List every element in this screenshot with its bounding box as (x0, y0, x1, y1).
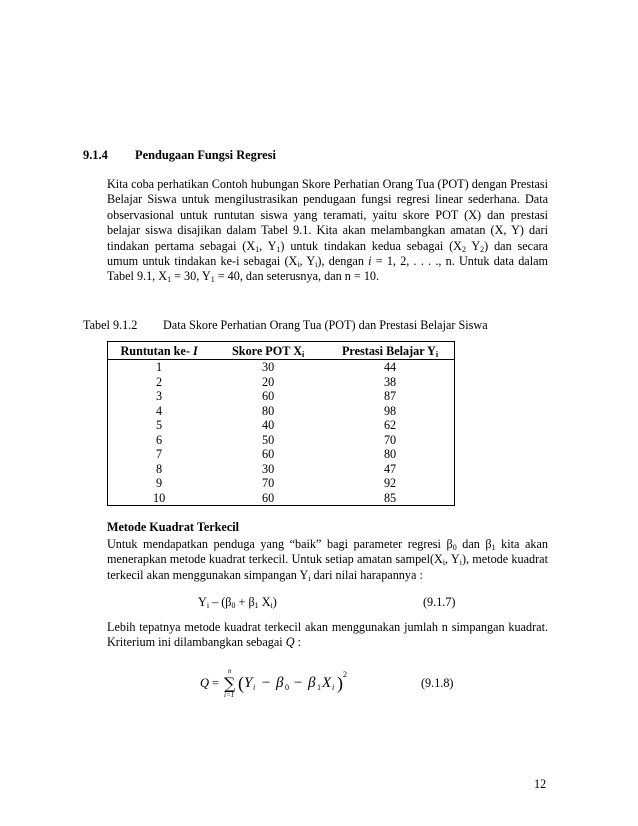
eq-term: + β (235, 595, 255, 609)
equation-9-1-8 (200, 668, 380, 700)
intro-text: , Y (259, 238, 277, 253)
cell-runtutan: 8 (156, 461, 163, 476)
table-caption-title: Data Skore Perhatian Orang Tua (POT) dan Prestasi Belajar Siswa (163, 318, 488, 332)
method-text: , Y (445, 552, 460, 567)
intro-text: = 30, Y (171, 269, 211, 284)
eq-lhs: Q (200, 676, 210, 690)
subscript: i (206, 601, 210, 610)
table-row (108, 418, 455, 433)
criterion-text: Lebih tepatnya metode kuadrat terkecil akan menggunakan jumlah n simpangan kuadrat. Kriterium ini dilambangkan sebagai (107, 620, 548, 650)
intro-text: , Y (299, 254, 316, 269)
eq-beta1: β (308, 675, 316, 691)
method-text: dan β (456, 537, 492, 551)
sum-lower-limit: i=1 (224, 691, 235, 699)
cell-runtutan: 3 (156, 389, 163, 403)
method-text: kita akan menerapkan metode kuadrat terkecil. Untuk setiap amatan sampel(X (107, 537, 548, 567)
cell-runtutan: 4 (156, 403, 163, 418)
eq-beta1-sub: 1 (317, 683, 321, 692)
subscript: i (315, 260, 318, 270)
subscript: i (302, 350, 305, 359)
cell-prestasi: 87 (383, 389, 397, 403)
eq-y: Y (244, 675, 253, 691)
cell-skore: 30 (262, 461, 275, 476)
intro-text: ), dengan (317, 254, 369, 269)
eq-term: X (258, 595, 271, 609)
cell-runtutan: 9 (156, 476, 163, 490)
cell-prestasi: 44 (383, 360, 397, 374)
eq-y-sub: i (253, 683, 256, 692)
cell-skore: 60 (262, 490, 275, 505)
subscript: 1 (491, 543, 496, 552)
cell-prestasi: 85 (383, 490, 397, 505)
subscript: i (442, 558, 446, 568)
eq-term: – (β (209, 595, 232, 609)
criterion-text: : (294, 635, 301, 650)
method-paragraph (107, 537, 548, 583)
method-text: dari nilai harapannya : (310, 567, 423, 582)
cell-prestasi: 38 (383, 374, 397, 389)
table-caption-label: Tabel 9.1.2 (83, 318, 138, 332)
right-paren: ) (337, 673, 343, 693)
page-number: 12 (534, 777, 547, 791)
eq-minus: − (294, 675, 303, 691)
subscript: 1 (254, 601, 259, 610)
table-row (108, 491, 455, 506)
header-italic: I (192, 344, 198, 358)
subscript: i (435, 350, 439, 359)
table-row (108, 447, 455, 462)
subscript: 0 (452, 543, 457, 552)
subscript: i (459, 558, 462, 568)
sum-upper-limit: n (228, 668, 232, 675)
eq-minus: − (262, 675, 271, 691)
table-row (108, 433, 455, 448)
intro-text: = 40, dan seterusnya, dan n = 10. (214, 269, 380, 284)
eq-term: Y (198, 595, 207, 609)
cell-runtutan: 1 (156, 360, 163, 374)
cell-skore: 70 (262, 476, 275, 490)
method-text: Untuk mendapatkan penduga yang “baik” bagi parameter regresi β (107, 537, 453, 551)
subscript: i (297, 260, 300, 270)
section-title: Pendugaan Fungsi Regresi (135, 148, 276, 162)
cell-skore: 80 (262, 403, 275, 418)
cell-runtutan: 2 (156, 374, 163, 389)
cell-runtutan: 5 (156, 418, 163, 432)
eq-x: X (322, 675, 332, 691)
italic-variable: Q (285, 635, 295, 650)
cell-runtutan: 6 (156, 432, 163, 447)
eq-equals: = (212, 676, 220, 690)
table-row (108, 389, 455, 404)
data-table (107, 341, 455, 506)
equation-body (198, 595, 277, 610)
header-text: Skore POT X (232, 344, 302, 358)
subscript: 1 (255, 244, 260, 254)
intro-text: Kita coba perhatikan Contoh hubungan Skore Perhatian Orang Tua (POT) dengan Prestasi Belajar Siswa untuk mengilustrasikan pendugaan fungsi regresi linear sederhana. Data observasional untuk runtutan siswa yang teramati, yaitu skore POT (X) dan prestasi belajar siswa disajikan dalam Tabel 9.1. Kita akan melambangkan amatan (X, Y) dari tindakan pertama sebagai (X (107, 177, 548, 253)
cell-skore: 60 (262, 389, 275, 403)
cell-skore: 30 (262, 360, 275, 374)
intro-paragraph (107, 177, 548, 285)
table-row (108, 404, 455, 419)
equation-number: (9.1.8) (421, 676, 454, 690)
section-number: 9.1.4 (83, 148, 108, 162)
subscript: i (308, 573, 311, 583)
subscript: i (270, 601, 273, 610)
table-row (108, 360, 455, 375)
subscript: 1 (167, 275, 172, 285)
criterion-paragraph (107, 620, 548, 651)
eq-beta0-sub: 0 (285, 683, 289, 692)
header-skore-pot (210, 342, 326, 360)
cell-prestasi: 92 (383, 476, 397, 490)
subscript: 2 (480, 244, 485, 254)
intro-text: Y (465, 238, 481, 253)
header-prestasi (326, 342, 454, 360)
cell-skore: 40 (262, 418, 275, 432)
header-runtutan (108, 342, 211, 360)
header-text: Prestasi Belajar Y (341, 344, 436, 358)
table-row (108, 462, 455, 477)
eq-term: ) (272, 595, 277, 609)
table-caption (83, 318, 488, 333)
intro-text: ) untuk tindakan kedua sebagai (X (280, 238, 462, 253)
equation-number: (9.1.7) (423, 595, 456, 609)
table-row (108, 375, 455, 390)
cell-runtutan: 7 (156, 447, 163, 461)
table-header-row (108, 342, 455, 360)
intro-text: = 1, 2, . . . ., n. Untuk data dalam Tabel 9.1, X (107, 254, 548, 284)
sigma-icon: ∑ (224, 674, 236, 693)
eq-beta0: β (276, 675, 284, 691)
cell-prestasi: 62 (383, 418, 397, 432)
cell-prestasi: 80 (383, 447, 397, 461)
subscript: 1 (210, 275, 215, 285)
italic-variable: i (368, 254, 372, 269)
subscript: 1 (276, 244, 281, 254)
left-paren: ( (238, 673, 244, 693)
cell-prestasi: 70 (383, 432, 397, 447)
subscript: 2 (461, 244, 466, 254)
cell-skore: 20 (262, 374, 275, 389)
cell-skore: 50 (262, 432, 275, 447)
method-text: ), metode kuadrat terkecil akan menggunakan simpangan Y (107, 552, 548, 582)
cell-prestasi: 98 (383, 403, 397, 418)
subscript: 0 (231, 601, 236, 610)
cell-skore: 60 (262, 447, 275, 461)
section-heading (83, 148, 276, 163)
header-text: Runtutan ke- (120, 344, 193, 358)
table-row (108, 476, 455, 491)
cell-runtutan: 10 (153, 490, 166, 505)
eq-power: 2 (343, 670, 347, 679)
cell-prestasi: 47 (383, 461, 397, 476)
method-heading: Metode Kuadrat Terkecil (107, 520, 240, 534)
eq-x-sub: i (332, 683, 335, 692)
intro-text: ) dan secara umum untuk tindakan ke-i sebagai (X (107, 238, 548, 269)
